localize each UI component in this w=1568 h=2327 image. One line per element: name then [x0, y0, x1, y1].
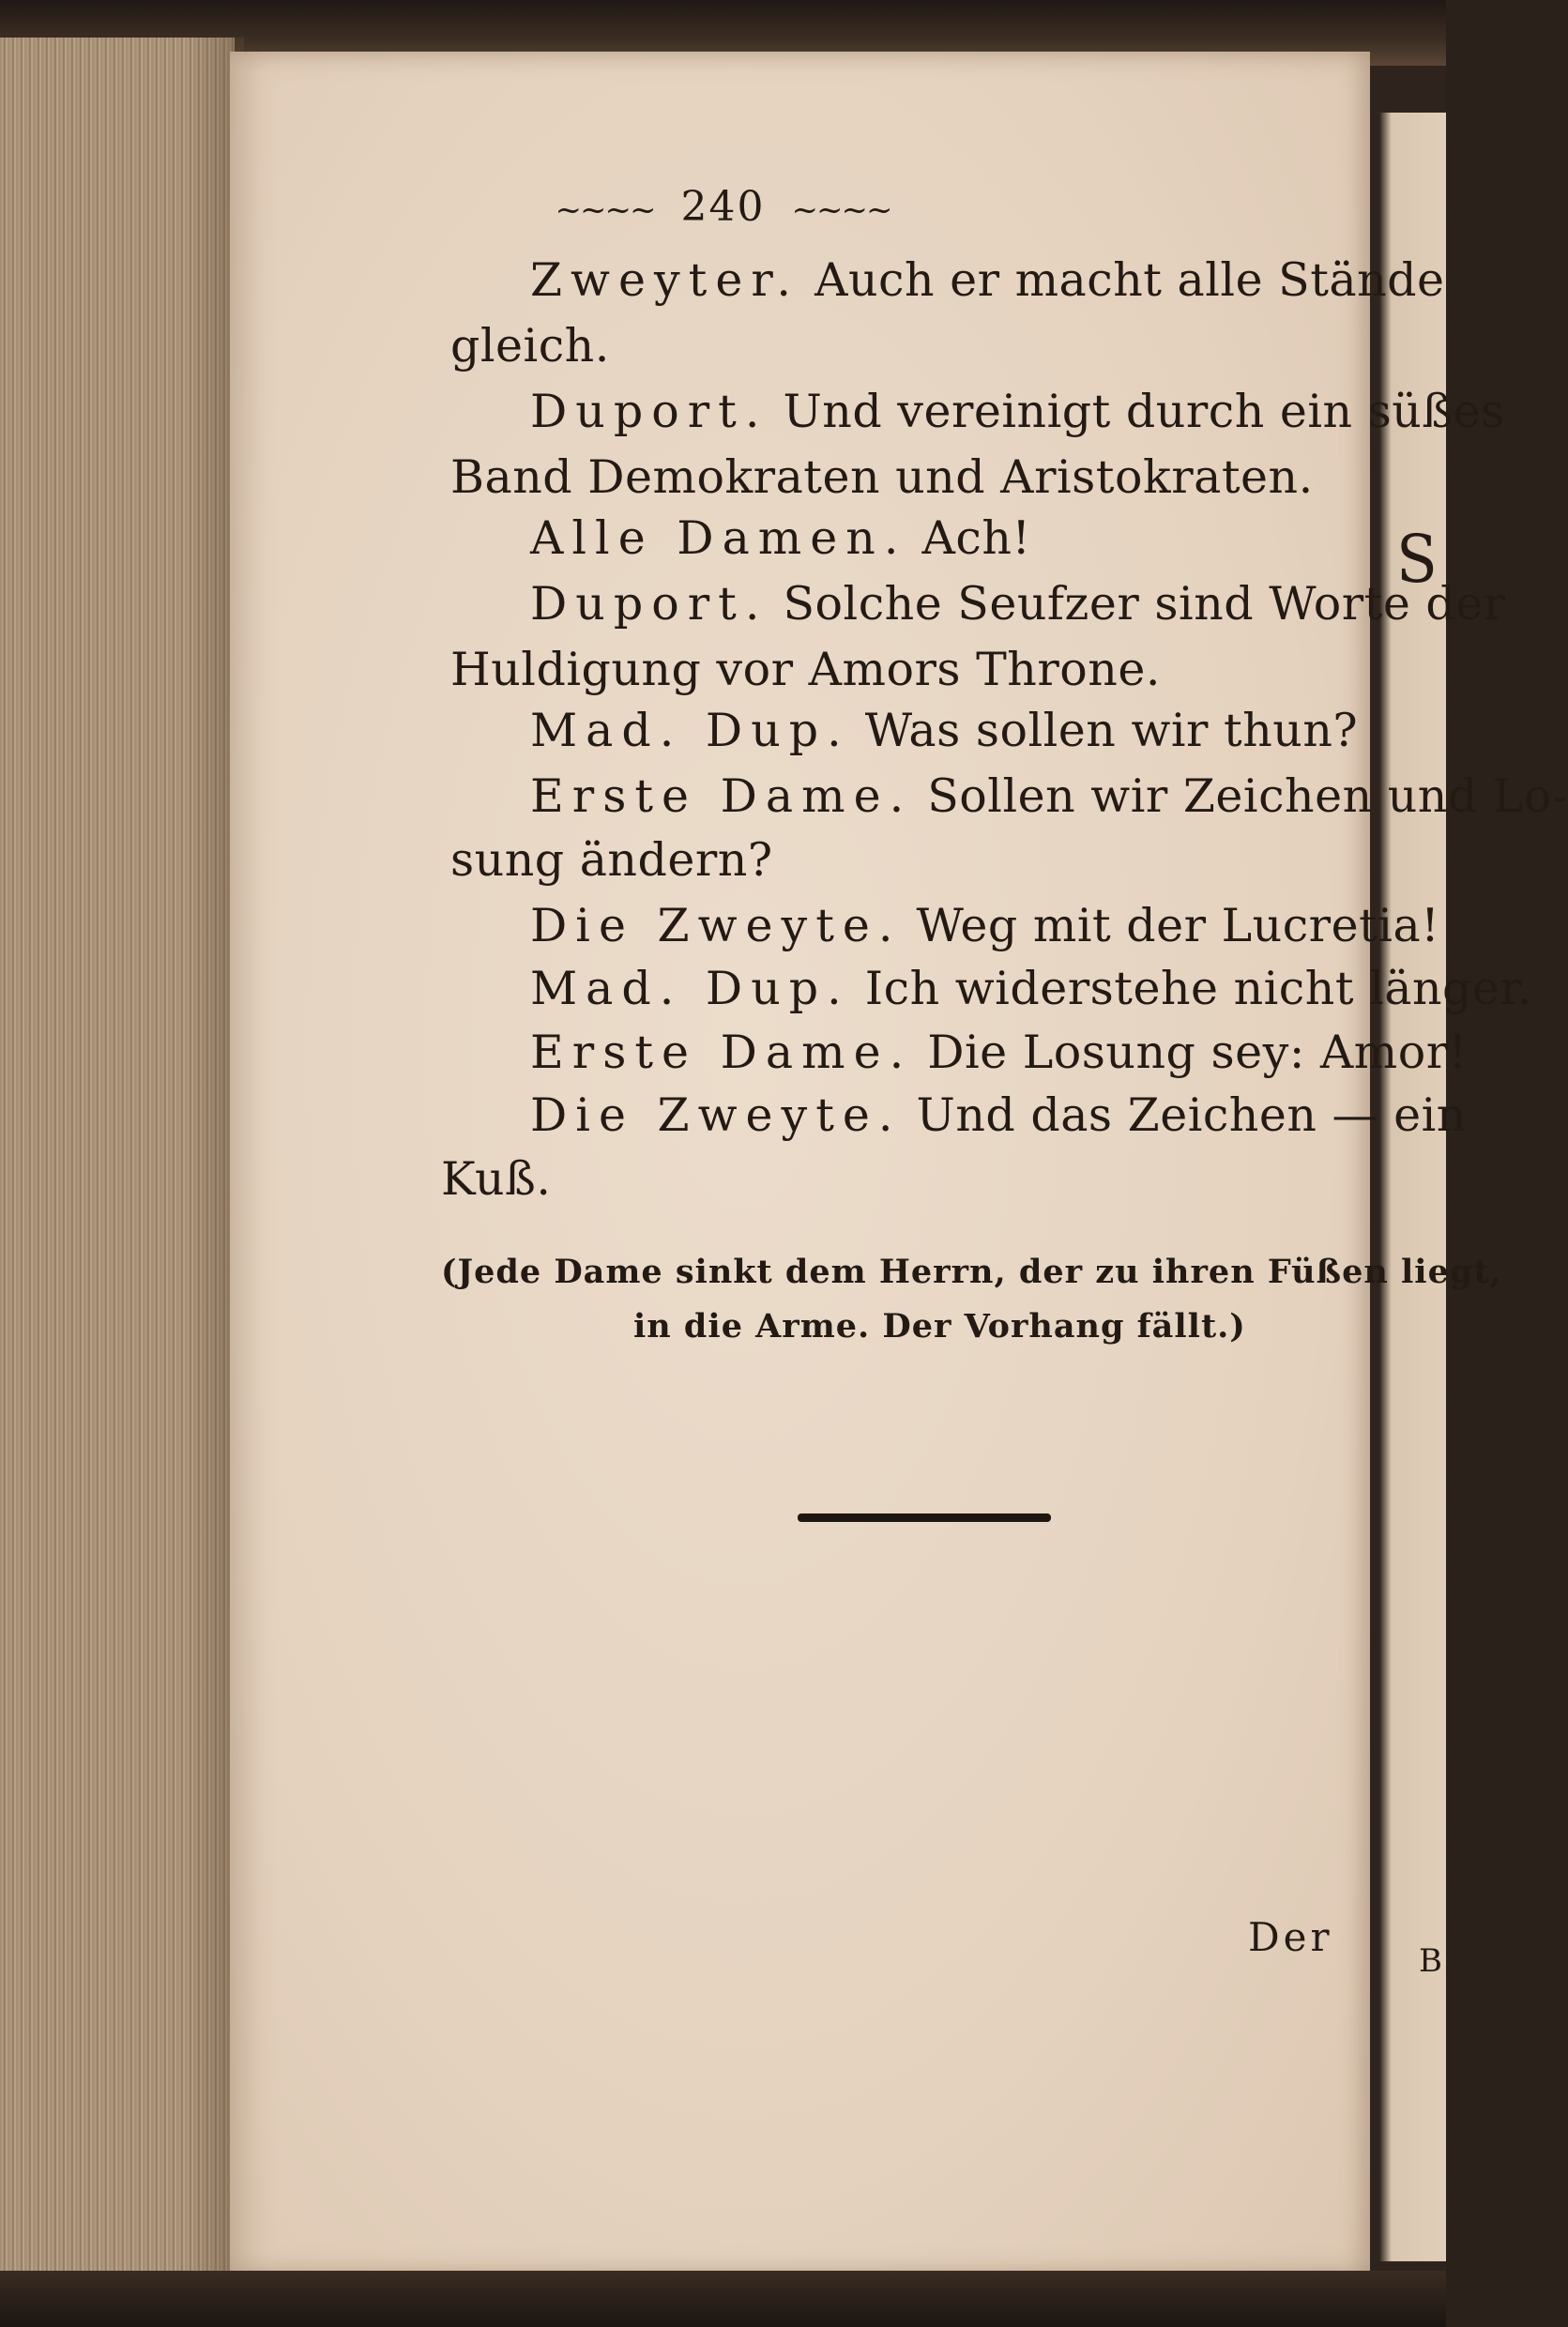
stage-direction-line: in die Arme. Der Vorhang fällt.) — [633, 1307, 1246, 1346]
speaker-name: Duport. — [530, 385, 769, 438]
stage-direction-line: (Jede Dame sinkt dem Herrn, der zu ihren Füßen liegt, — [441, 1253, 1502, 1291]
dialogue-line — [530, 704, 1358, 757]
speaker-name: Erste Dame. — [530, 769, 913, 823]
page-number: 240 — [680, 183, 766, 231]
dialogue-line — [530, 1026, 1468, 1079]
dialogue-text: Ich widerstehe nicht länger. — [864, 962, 1533, 1015]
dialogue-line — [530, 253, 1445, 307]
facing-page-letter: S — [1396, 522, 1438, 599]
dialogue-line — [450, 643, 1161, 696]
dialogue-text: Kuß. — [441, 1152, 552, 1206]
dialogue-text: Band Demokraten und Aristokraten. — [450, 450, 1314, 504]
dialogue-text: sung ändern? — [450, 833, 773, 887]
speaker-name: Die Zweyte. — [530, 899, 902, 952]
dialogue-text: Solche Seufzer sind Worte der — [783, 577, 1506, 631]
catchword: Der — [1248, 1914, 1333, 1960]
dialogue-line — [530, 962, 1532, 1015]
speaker-name: Zweyter. — [530, 253, 799, 307]
dialogue-line — [530, 1088, 1467, 1142]
dialogue-text: gleich. — [450, 319, 610, 373]
dialogue-line — [530, 385, 1505, 438]
dialogue-text: Die Losung sey: Amor! — [927, 1026, 1468, 1079]
dialogue-text: Sollen wir Zeichen und Lo- — [927, 769, 1568, 823]
speaker-name: Mad. Dup. — [530, 962, 850, 1015]
book-cover-bottom — [0, 2271, 1446, 2327]
speaker-name: Alle Damen. — [530, 511, 907, 565]
speaker-name: Erste Dame. — [530, 1026, 913, 1079]
dialogue-line — [450, 833, 773, 887]
dialogue-line — [530, 769, 1568, 823]
dialogue-text: Huldigung vor Amors Throne. — [450, 643, 1161, 696]
dialogue-text: Weg mit der Lucretia! — [916, 899, 1440, 952]
dialogue-line — [530, 511, 1031, 565]
section-divider — [798, 1513, 1051, 1522]
speaker-name: Die Zweyte. — [530, 1088, 902, 1142]
header-ornament-right: ~~~~ — [791, 190, 891, 229]
dialogue-text: Und das Zeichen — ein — [916, 1088, 1467, 1142]
facing-page-fragment: B — [1419, 1942, 1442, 1980]
speaker-name: Duport. — [530, 577, 769, 631]
dialogue-text: Auch er macht alle Stände — [814, 253, 1445, 307]
speaker-name: Mad. Dup. — [530, 704, 850, 757]
header-ornament-left: ~~~~ — [555, 190, 655, 229]
dialogue-line — [441, 1152, 551, 1206]
dialogue-line — [530, 577, 1506, 631]
dialogue-line — [530, 899, 1439, 952]
dialogue-text: Ach! — [921, 511, 1031, 565]
dialogue-line — [450, 450, 1314, 504]
dialogue-text: Und vereinigt durch ein süßes — [783, 385, 1505, 438]
dialogue-text: Was sollen wir thun? — [864, 704, 1359, 757]
page-header — [0, 183, 1446, 231]
dialogue-line — [450, 319, 610, 373]
